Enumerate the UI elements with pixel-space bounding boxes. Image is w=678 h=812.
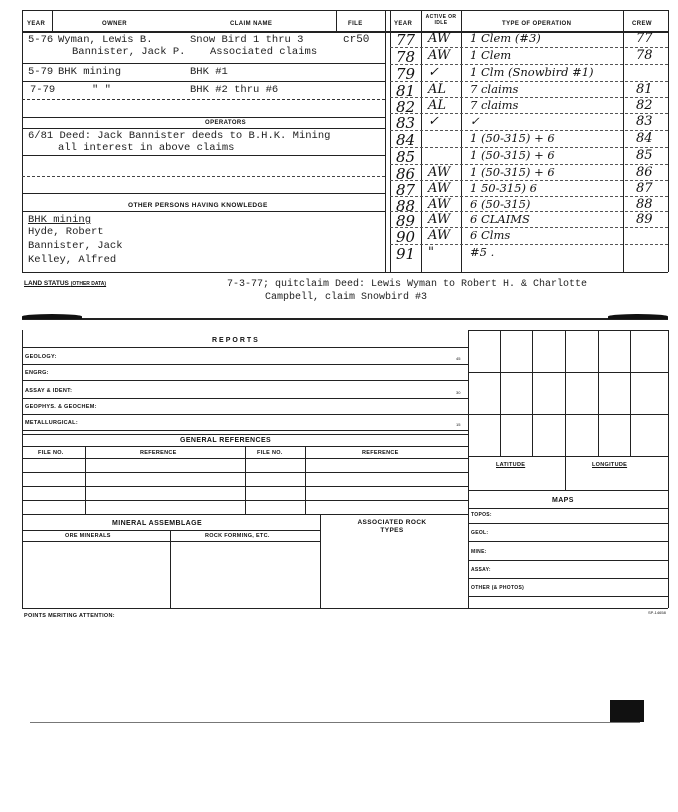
activity-year: 91 xyxy=(396,245,416,263)
report-label: ENGRG: xyxy=(25,370,49,376)
activity-status: AW xyxy=(428,197,451,212)
header-file: FILE xyxy=(348,21,363,27)
ownership-owner: Wyman, Lewis B. xyxy=(58,34,153,46)
ownership-file: cr50 xyxy=(343,34,370,46)
form-number: SP-14658 xyxy=(648,610,666,615)
activity-status: " xyxy=(428,245,434,260)
latitude-label: LATITUDE xyxy=(496,462,526,468)
land-status-line-2: Campbell, claim Snowbird #3 xyxy=(265,292,428,303)
ownership-owner: Bannister, Jack P. xyxy=(72,46,186,58)
header-claim-name: CLAIM NAME xyxy=(230,21,273,27)
maps-title: MAPS xyxy=(552,497,574,504)
mineral-title: MINERAL ASSEMBLAGE xyxy=(112,520,203,527)
activity-operation: 7 claims xyxy=(470,82,519,96)
ownership-claim: BHK #1 xyxy=(190,66,228,78)
activity-crew: 87 xyxy=(636,181,653,196)
activity-year: 78 xyxy=(396,48,416,66)
report-code: 30 xyxy=(456,390,461,395)
knowledge-title: OTHER PERSONS HAVING KNOWLEDGE xyxy=(128,202,268,209)
operators-line-2: all interest in above claims xyxy=(58,142,235,154)
maps-row-label: ASSAY: xyxy=(471,567,491,573)
activity-status: AL xyxy=(428,82,447,97)
report-code: 45 xyxy=(456,356,461,361)
longitude-label: LONGITUDE xyxy=(592,462,628,468)
activity-operation: 1 Clm (Snowbird #1) xyxy=(470,65,594,79)
activity-year: 90 xyxy=(396,228,416,246)
operators-line-1: 6/81 Deed: Jack Bannister deeds to B.H.K. Mining xyxy=(28,130,331,142)
operators-title: OPERATORS xyxy=(205,120,247,126)
activity-year: 81 xyxy=(396,82,416,100)
activity-operation: 1 50-315) 6 xyxy=(470,181,537,195)
report-label: METALLURGICAL: xyxy=(25,420,78,426)
maps-row-label: TOPOS: xyxy=(471,512,492,518)
activity-year: 87 xyxy=(396,181,416,199)
activity-status: AW xyxy=(428,228,451,243)
activity-crew: 84 xyxy=(636,131,653,146)
ownership-owner: " " xyxy=(92,84,111,96)
land-status-label: LAND STATUS (OTHER DATA) xyxy=(24,280,107,287)
activity-crew: 81 xyxy=(636,82,653,97)
maps-row-label: GEOL: xyxy=(471,530,489,536)
activity-status: ✓ xyxy=(428,65,439,80)
activity-year: 82 xyxy=(396,98,416,116)
header-crew: CREW xyxy=(632,21,652,27)
gr-col-reference-2: REFERENCE xyxy=(362,450,399,456)
gr-col-file-no: FILE NO. xyxy=(38,450,64,456)
header-active-or-idle: ACTIVE OR IDLE xyxy=(425,14,457,26)
ownership-claim: BHK #2 thru #6 xyxy=(190,84,279,96)
activity-crew: 78 xyxy=(636,48,653,63)
activity-operation: 6 (50-315) xyxy=(470,197,531,211)
activity-operation: 6 CLAIMS xyxy=(470,212,530,226)
activity-status: AW xyxy=(428,181,451,196)
header-type-of-operation: TYPE OF OPERATION xyxy=(502,21,572,27)
knowledge-person: BHK mining xyxy=(28,214,92,226)
activity-operation: 1 (50-315) + 6 xyxy=(470,165,555,179)
activity-status: ✓ xyxy=(428,114,439,129)
activity-crew: 83 xyxy=(636,114,653,129)
activity-crew: 86 xyxy=(636,165,653,180)
reports-title: REPORTS xyxy=(212,337,260,344)
activity-operation: 1 (50-315) + 6 xyxy=(470,148,555,162)
report-label: ASSAY & IDENT: xyxy=(25,388,73,394)
maps-row-label: MINE: xyxy=(471,549,487,555)
activity-year: 77 xyxy=(396,31,416,49)
ownership-owner: BHK mining xyxy=(58,66,122,78)
activity-year: 88 xyxy=(396,197,416,215)
activity-operation: 1 (50-315) + 6 xyxy=(470,131,555,145)
ownership-claim: Snow Bird 1 thru 3 xyxy=(190,34,304,46)
activity-operation: #5 . xyxy=(470,245,495,259)
activity-operation: ✓ xyxy=(470,114,480,128)
points-meriting-attention: POINTS MERITING ATTENTION: xyxy=(24,613,115,619)
activity-operation: 6 Clms xyxy=(470,228,511,242)
activity-operation: 1 Clem xyxy=(470,48,512,62)
activity-crew: 77 xyxy=(636,31,653,46)
activity-crew: 85 xyxy=(636,148,653,163)
activity-year: 89 xyxy=(396,212,416,230)
activity-year: 79 xyxy=(396,65,416,83)
activity-status: AL xyxy=(428,98,447,113)
activity-status: AW xyxy=(428,48,451,63)
activity-year: 84 xyxy=(396,131,416,149)
activity-status: AW xyxy=(428,165,451,180)
rock-forming-col: ROCK FORMING, ETC. xyxy=(205,533,270,539)
activity-crew: 82 xyxy=(636,98,653,113)
activity-crew: 89 xyxy=(636,212,653,227)
activity-year: 86 xyxy=(396,165,416,183)
knowledge-person: Kelley, Alfred xyxy=(28,254,117,266)
gr-col-file-no-2: FILE NO. xyxy=(257,450,283,456)
ownership-year: 5-79 xyxy=(28,66,54,78)
knowledge-person: Hyde, Robert xyxy=(28,226,104,238)
associated-rock-types: ASSOCIATED ROCK TYPES xyxy=(357,519,427,534)
activity-year: 83 xyxy=(396,114,416,132)
activity-status: AW xyxy=(428,212,451,227)
knowledge-person: Bannister, Jack xyxy=(28,240,123,252)
general-references-title: GENERAL REFERENCES xyxy=(180,437,272,444)
activity-year: 85 xyxy=(396,148,416,166)
header-year-activity: YEAR xyxy=(394,21,413,27)
ownership-year: 5-76 xyxy=(28,34,54,46)
land-status-line-1: 7-3-77; quitclaim Deed: Lewis Wyman to Robert H. & Charlotte xyxy=(227,279,588,290)
activity-status: AW xyxy=(428,31,451,46)
ore-minerals-col: ORE MINERALS xyxy=(65,533,111,539)
report-code: 15 xyxy=(456,422,461,427)
ownership-claim: Associated claims xyxy=(210,46,318,58)
gr-col-reference: REFERENCE xyxy=(140,450,177,456)
report-label: GEOPHYS. & GEOCHEM: xyxy=(25,404,97,410)
maps-row-label: OTHER (& PHOTOS) xyxy=(471,585,525,591)
report-label: GEOLOGY: xyxy=(25,354,57,360)
activity-operation: 1 Clem (#3) xyxy=(470,31,541,45)
activity-operation: 7 claims xyxy=(470,98,519,112)
header-year: YEAR xyxy=(27,21,46,27)
activity-crew: 88 xyxy=(636,197,653,212)
ownership-year: 7-79 xyxy=(30,84,56,96)
header-owner: OWNER xyxy=(102,21,127,27)
